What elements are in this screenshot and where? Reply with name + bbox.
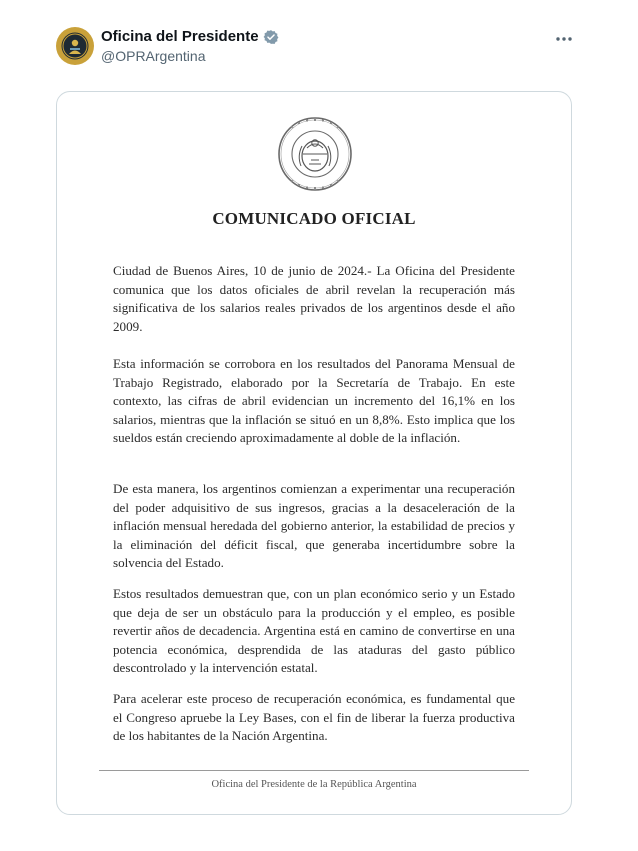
- presidencia-de-la-nacion-seal-icon: [277, 116, 353, 192]
- post-header: [0, 0, 638, 86]
- document-paragraph-3: De esta manera, los argentinos comienzan a experimentar una recuperación del poder adquisitivo de sus ingresos, gracias a la desaceleración de la inflación mensual heredada del gobierno anterior, la estabilidad de precios y la eliminación del déficit fiscal, que generaba incertidumbre sobre la solvencia del Estado.: [113, 481, 515, 571]
- author-handle[interactable]: @OPRArgentina: [101, 48, 206, 64]
- document-title: COMUNICADO OFICIAL: [212, 209, 416, 228]
- document-paragraph-1: Ciudad de Buenos Aires, 10 de junio de 2024.- La Oficina del Presidente comunica que los datos oficiales de abril revelan la recuperación más significativa de los salarios reales privados de los argentinos desde el año 2009.: [113, 263, 515, 334]
- document-footer: Oficina del Presidente de la República Argentina: [211, 779, 417, 790]
- author-name[interactable]: [101, 28, 279, 45]
- avatar[interactable]: [56, 27, 94, 65]
- verified-badge-icon: [263, 29, 279, 45]
- document-paragraph-5: Para acelerar este proceso de recuperación económica, es fundamental que el Congreso apruebe la Ley Bases, con el fin de liberar la fuerza productiva de los habitantes de la Nación Argentina.: [113, 691, 515, 744]
- official-statement-document: [57, 92, 571, 814]
- author-name-text: Oficina del Presidente: [101, 28, 259, 45]
- post-image[interactable]: [56, 91, 572, 815]
- document-paragraph-2: Esta información se corrobora en los resultados del Panorama Mensual de Trabajo Registrado, elaborado por la Secretaría de Trabajo. En este contexto, las cifras de abril evidencian un incremento del 16,1% en los salarios, mientras que la inflación se situó en un 8,8%. Esto implica que los sueldos están creciendo aproximadamente al doble de la inflación.: [113, 356, 515, 446]
- document-paragraph-4: Estos resultados demuestran que, con un plan económico serio y un Estado que deja de ser un obstáculo para la producción y el empleo, es posible revertir años de decadencia. Argentina está en camino de convertirse en una potencia económica, desprendida de las ataduras del gasto público descontrolado y la intervención estatal.: [113, 586, 515, 676]
- more-options-icon: [555, 36, 573, 42]
- presidential-seal-icon: [56, 27, 94, 65]
- more-options-button[interactable]: [550, 26, 578, 52]
- footer-divider: [99, 770, 529, 771]
